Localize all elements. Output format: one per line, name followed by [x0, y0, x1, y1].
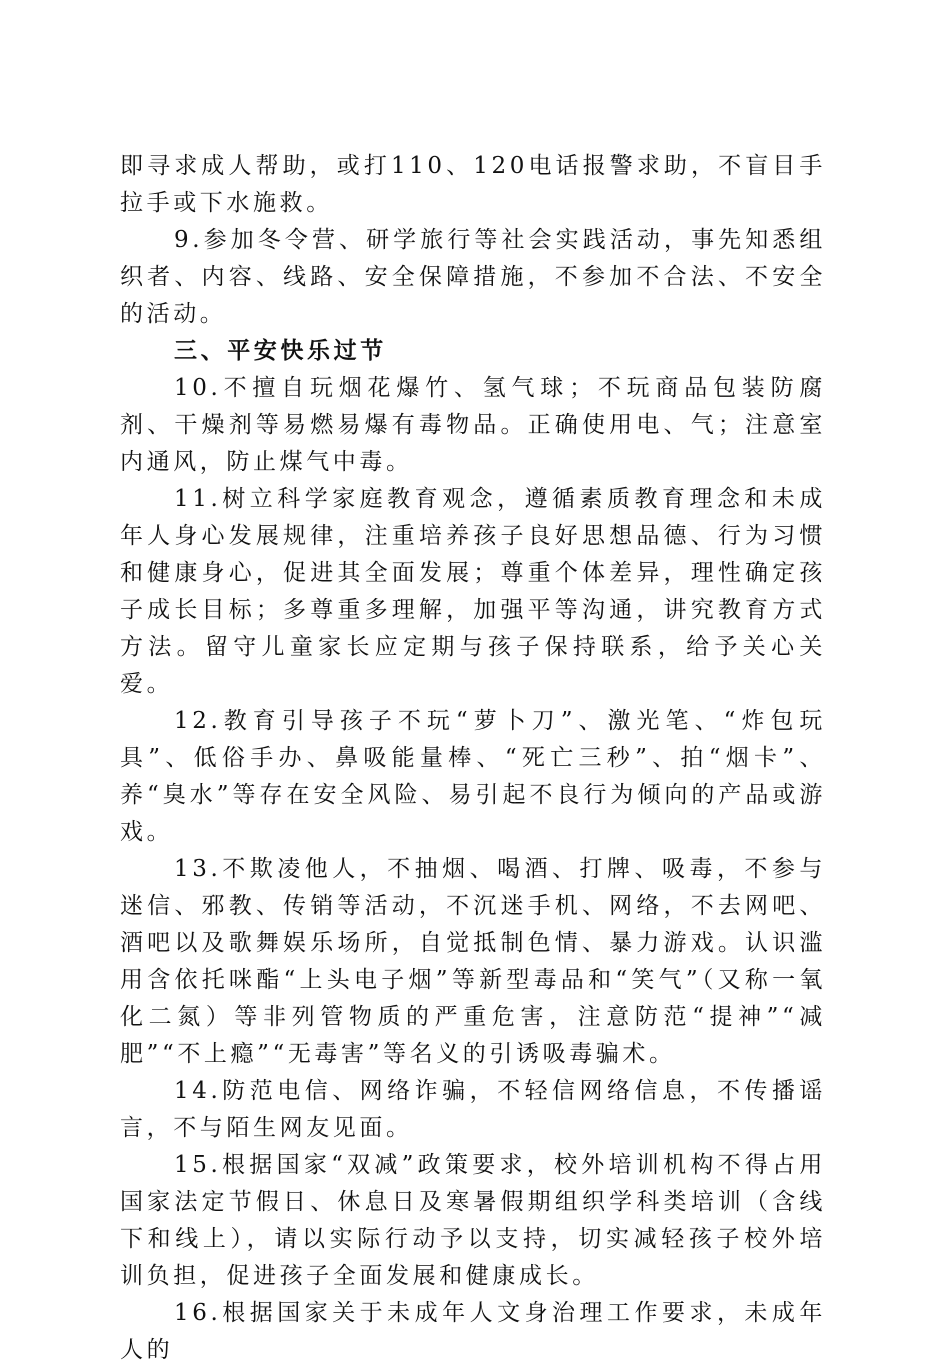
section-heading: 三、平安快乐过节: [174, 338, 387, 364]
document-body: [120, 148, 826, 1369]
paragraph-item-9: 9.参加冬令营、研学旅行等社会实践活动，事先知悉组织者、内容、线路、安全保障措施，不参加不合法、不安全的活动。: [120, 227, 826, 327]
paragraph-continuation: 即寻求成人帮助，或打110、120电话报警求助，不盲目手拉手或下水施救。: [120, 153, 826, 216]
paragraph-item-10: 10.不擅自玩烟花爆竹、氢气球；不玩商品包装防腐剂、干燥剂等易燃易爆有毒物品。正确使用电、气；注意室内通风，防止煤气中毒。: [120, 375, 826, 475]
paragraph-item-12: 12.教育引导孩子不玩“萝卜刀”、激光笔、“炸包玩具”、低俗手办、鼻吸能量棒、“死亡三秒”、拍“烟卡”、养“臭水”等存在安全风险、易引起不良行为倾向的产品或游戏。: [120, 708, 826, 845]
paragraph-item-13: 13.不欺凌他人，不抽烟、喝酒、打牌、吸毒，不参与迷信、邪教、传销等活动，不沉迷手机、网络，不去网吧、酒吧以及歌舞娱乐场所，自觉抵制色情、暴力游戏。认识滥用含依托咪酯“上头电子烟”等新型毒品和“笑气”（又称一氧化二氮）等非列管物质的严重危害，注意防范“提神”“减肥”“不上瘾”“无毒害”等名义的引诱吸毒骗术。: [120, 856, 826, 1067]
paragraph-item-11: 11.树立科学家庭教育观念，遵循素质教育理念和未成年人身心发展规律，注重培养孩子良好思想品德、行为习惯和健康身心，促进其全面发展；尊重个体差异，理性确定孩子成长目标；多尊重多理解，加强平等沟通，讲究教育方式方法。留守儿童家长应定期与孩子保持联系，给予关心关爱。: [120, 486, 826, 697]
paragraph-item-15: 15.根据国家“双减”政策要求，校外培训机构不得占用国家法定节假日、休息日及寒暑假期组织学科类培训（含线下和线上），请以实际行动予以支持，切实减轻孩子校外培训负担，促进孩子全面发展和健康成长。: [120, 1152, 826, 1289]
paragraph-item-16: 16.根据国家关于未成年人文身治理工作要求，未成年人的: [120, 1300, 826, 1363]
paragraph-item-14: 14.防范电信、网络诈骗，不轻信网络信息，不传播谣言，不与陌生网友见面。: [120, 1078, 826, 1141]
